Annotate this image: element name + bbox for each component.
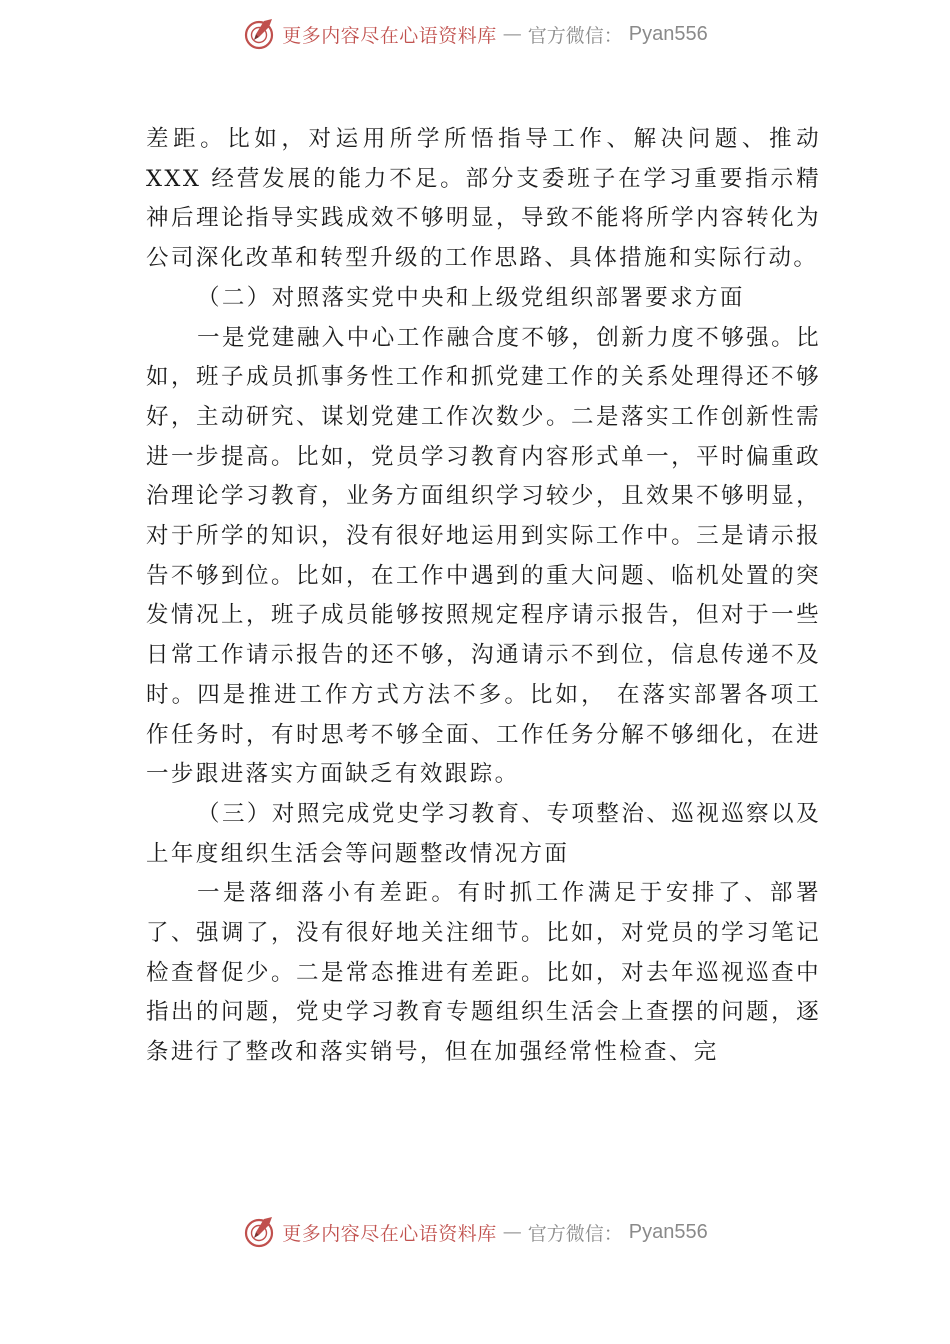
pen-circle-logo-icon (242, 1215, 276, 1249)
footer-banner-wechat-label: 官方微信： (527, 1222, 623, 1245)
banner-title: 更多内容尽在心语资料库 (282, 24, 497, 47)
pen-circle-logo-icon (242, 17, 276, 51)
banner-wechat-label: 官方微信： (527, 24, 623, 47)
paragraph-2: 一是党建融入中心工作融合度不够，创新力度不够强。比如，班子成员抓事务性工作和抓党建工作的关系处理得还不够好，主动研究、谋划党建工作次数少。二是落实工作创新性需进一步提高。比如，党员学习教育内容形式单一，平时偏重政治理论学习教育，业务方面组织学习较少，且效果不够明显，对于所学的知识，没有很好地运用到实际工作中。三是请示报告不够到位。比如，在工作中遇到的重大问题、临机处置的突发情况上，班子成员能够按照规定程序请示报告，但对于一些日常工作请示报告的还不够，沟通请示不到位，信息传递不及时。四是推进工作方式方法不多。比如， 在落实部署各项工作任务时，有时思考不够全面、工作任务分解不够细化，在进一步跟进落实方面缺乏有效跟踪。 (146, 324, 821, 788)
footer-banner-separator: — (502, 1221, 522, 1243)
document-body (146, 120, 821, 1073)
header-banner (0, 14, 950, 54)
paragraph-1: 差距。比如，对运用所学所悟指导工作、解决问题、推动 XXX 经营发展的能力不足。部分支委班子在学习重要指示精神后理论指导实践成效不够明显，导致不能将所学内容转化为公司深化改革和转型升级的工作思路、具体措施和实际行动。 (146, 126, 821, 272)
section-heading-2: （二）对照落实党中央和上级党组织部署要求方面 (197, 284, 745, 311)
footer-banner-wechat-id: Pyan556 (628, 1220, 708, 1243)
footer-banner-title: 更多内容尽在心语资料库 (282, 1222, 497, 1245)
banner-separator: — (502, 23, 522, 45)
footer-banner (0, 1212, 950, 1252)
paragraph-3: 一是落细落小有差距。有时抓工作满足于安排了、部署了、强调了，没有很好地关注细节。比如，对党员的学习笔记检查督促少。二是常态推进有差距。比如，对去年巡视巡查中指出的问题，党史学习教育专题组织生活会上查摆的问题，逐条进行了整改和落实销号，但在加强经常性检查、完 (146, 880, 821, 1066)
section-heading-3: （三）对照完成党史学习教育、专项整治、巡视巡察以及上年度组织生活会等问题整改情况方面 (146, 800, 821, 867)
banner-wechat-id: Pyan556 (628, 22, 708, 45)
